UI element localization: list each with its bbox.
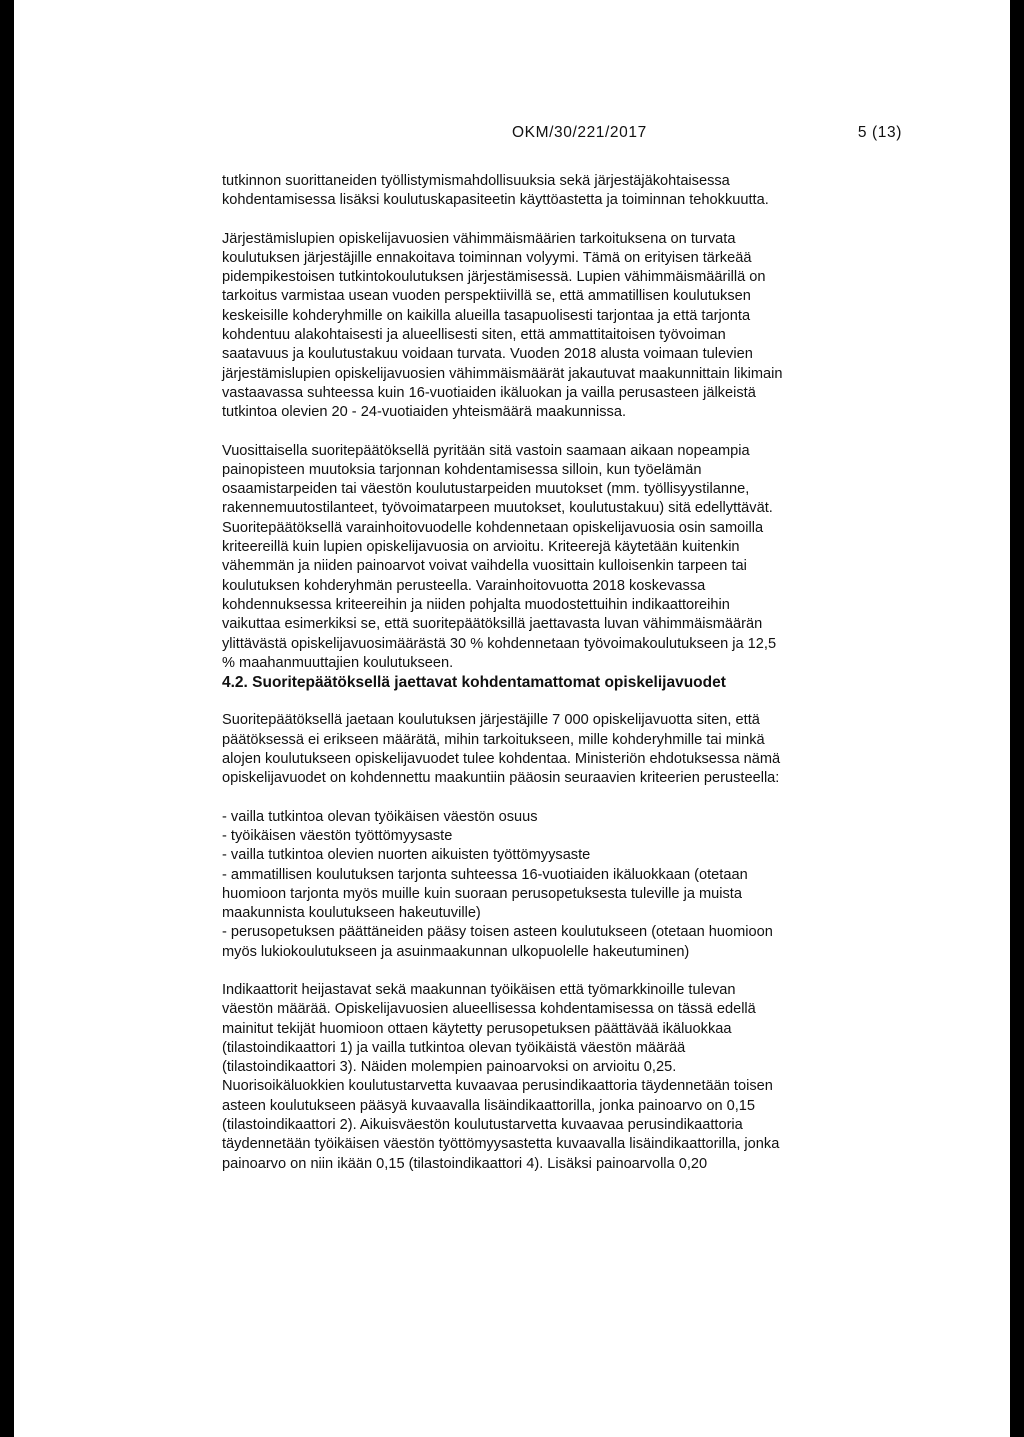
list-item: maakunnista koulutukseen hakeutuville) (222, 905, 481, 922)
text-line: kohdennuksessa kriteereihin ja niiden pohjalta muodostettuihin indikaattoreihin (222, 596, 730, 613)
list-item: - perusopetuksen päättäneiden pääsy toisen asteen koulutukseen (otetaan huomioon (222, 924, 773, 941)
body-paragraph (222, 172, 922, 211)
text-line: painoarvo on niin ikään 0,15 (tilastoindikaattori 4). Lisäksi painoarvolla 0,20 (222, 1155, 708, 1172)
text-line: Järjestämislupien opiskelijavuosien vähimmäismäärien tarkoituksena on turvata (222, 230, 736, 247)
text-line: vaikuttaa esimerkiksi se, että suoritepäätöksillä jaettavasta luvan vähimmäismäärän (222, 616, 763, 633)
text-line: ylittävästä opiskelijavuosimäärästä 30 % kohdennetaan työvoimakoulutukseen ja 12,5 (222, 635, 777, 652)
list-item: - vailla tutkintoa olevien nuorten aikuisten työttömyysaste (222, 847, 591, 864)
list-item: - ammatillisen koulutuksen tarjonta suhteessa 16-vuotiaiden ikäluokkaan (otetaan (222, 866, 748, 883)
text-line: tarkoitus varmistaa usean vuoden perspektiivillä se, että ammatillisen koulutuksen (222, 288, 751, 305)
text-line: (tilastoindikaattori 1) ja vailla tutkintoa olevan työikäistä väestön määrää (222, 1039, 686, 1056)
text-line: kohdentamisessa lisäksi koulutuskapasiteetin käyttöastetta ja toiminnan tehokkuutta. (222, 192, 769, 209)
text-line: pidempikestoisen tutkintokoulutuksen järjestämisessä. Lupien vähimmäismäärillä on (222, 269, 766, 286)
body-paragraph (222, 711, 922, 788)
page-number: 5 (13) (857, 124, 902, 141)
text-line: Suoritepäätöksellä varainhoitovuodelle kohdennetaan opiskelijavuosia osin samoilla (222, 519, 764, 536)
text-line: % maahanmuuttajien koulutukseen. (222, 654, 454, 671)
body-paragraph (222, 442, 922, 674)
text-line: Suoritepäätöksellä jaetaan koulutuksen järjestäjille 7 000 opiskelijavuotta siten, että (222, 712, 760, 729)
body-paragraph (222, 230, 922, 423)
body-paragraph (222, 981, 922, 1174)
text-line: keskeisille kohderyhmille on kaikilla alueilla tasapuolisesti tarjontaa ja että tarjonta (222, 307, 751, 324)
text-line: rakennemuutostilanteet, työvoimatarpeen muutokset, koulutustakuu) sitä edellyttävät. (222, 500, 773, 517)
text-line: saatavuus ja koulutustakuu voidaan turvata. Vuoden 2018 alusta voimaan tulevien (222, 346, 753, 363)
text-line: (tilastoindikaattori 2). Aikuisväestön koulutustarvetta kuvaavaa perusindikaattoria (222, 1117, 743, 1134)
text-line: Indikaattorit heijastavat sekä maakunnan työikäisen että työmarkkinoille tulevan (222, 981, 736, 998)
text-line: tutkinnon suorittaneiden työllistymismahdollisuuksia sekä järjestäjäkohtaisessa (222, 173, 730, 189)
document-page (14, 0, 1010, 1437)
text-line: täydennetään työikäisen väestön työttömyysastetta kuvaavalla lisäindikaattorilla, jonka (222, 1136, 780, 1153)
section-heading: 4.2. Suoritepäätöksellä jaettavat kohdentamattomat opiskelijavuodet (222, 674, 726, 692)
text-line: kriteereillä kuin lupien opiskelijavuosia on arvioitu. Kriteerejä käytetään kuitenkin (222, 539, 740, 556)
text-line: alojen koulutukseen opiskelijavuodet tulee kohdentaa. Ministeriön ehdotuksessa nämä (222, 751, 781, 768)
text-line: Nuorisoikäluokkien koulutustarvetta kuvaavaa perusindikaattoria täydennetään toisen (222, 1078, 773, 1095)
text-line: mainitut tekijät huomioon ottaen käytetty perusopetuksen päättävää ikäluokkaa (222, 1020, 732, 1037)
text-line: painopisteen muutoksia tarjonnan kohdentamisessa silloin, kun työelämän (222, 461, 702, 478)
criteria-list (222, 808, 922, 962)
list-item: huomioon tarjonta myös muille kuin suoraan perusopetuksesta tuleville ja muista (222, 885, 742, 902)
text-line: Vuosittaisella suoritepäätöksellä pyritään sitä vastoin saamaan aikaan nopeampia (222, 442, 750, 459)
text-line: koulutuksen kohderyhmän perusteella. Varainhoitovuotta 2018 koskevassa (222, 577, 706, 594)
text-line: asteen koulutukseen pääsyä kuvaavalla lisäindikaattorilla, jonka painoarvo on 0,15 (222, 1097, 756, 1114)
text-line: päätöksessä ei erikseen määrätä, mihin tarkoitukseen, mille kohderyhmille tai minkä (222, 731, 765, 748)
list-item: - vailla tutkintoa olevan työikäisen väestön osuus (222, 808, 538, 825)
text-line: tutkintoa olevien 20 - 24-vuotiaiden yhteismäärä maakunnissa. (222, 404, 626, 421)
text-line: opiskelijavuodet on kohdennettu maakuntiin pääosin seuraavien kriteerien perusteella: (222, 770, 780, 787)
text-line: koulutuksen järjestäjille ennakoitava toiminnan volyymi. Tämä on erityisen tärkeää (222, 249, 752, 266)
document-body (222, 172, 922, 1174)
list-item: - työikäisen väestön työttömyysaste (222, 827, 453, 844)
text-line: (tilastoindikaattori 3). Näiden molempien painoarvoksi on arvioitu 0,25. (222, 1059, 677, 1076)
text-line: vastaavassa suhteessa kuin 16-vuotiaiden ikäluokan ja vailla perusasteen jälkeistä (222, 384, 756, 401)
text-line: vähemmän ja niiden painoarvot voivat vaihdella vuosittain kulloisenkin tarpeen tai (222, 558, 747, 575)
text-line: väestön määrää. Opiskelijavuosien alueellisessa kohdentamisessa on tässä edellä (222, 1001, 756, 1018)
document-id: OKM/30/221/2017 (512, 124, 647, 141)
text-line: järjestämislupien opiskelijavuosien vähimmäismäärät jakautuvat maakunnittain likimain (222, 365, 783, 382)
text-line: kohdentuu alakohtaisesti ja alueellisesti siten, että ammattitaitoisen työvoiman (222, 327, 726, 344)
text-line: osaamistarpeiden tai väestön koulutustarpeiden muutokset (mm. työllisyystilanne, (222, 481, 750, 498)
list-item: myös lukiokoulutukseen ja asuinmaakunnan ulkopuolelle hakeutuminen) (222, 943, 690, 960)
